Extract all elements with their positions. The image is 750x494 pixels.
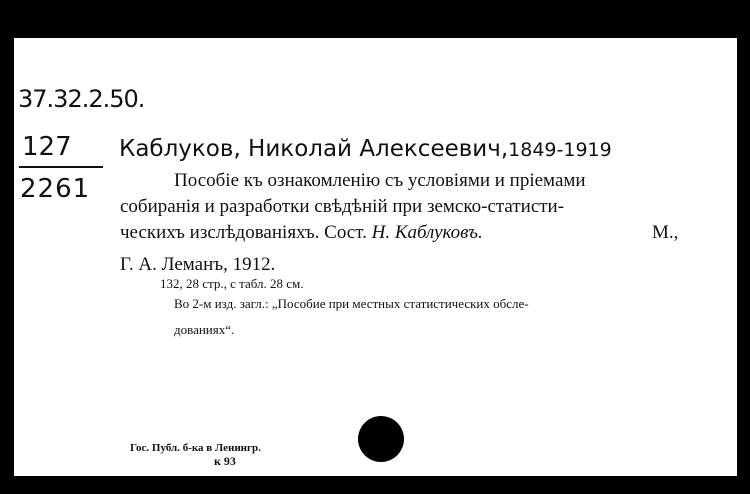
catalog-card — [14, 38, 737, 476]
shelf-mark-bottom: 2261 — [20, 174, 91, 204]
title-line-3-text: ческихъ изслѣдованіяхъ. Сост. — [120, 222, 367, 243]
compiler-name: Н. Каблуковъ. — [371, 222, 483, 243]
collation: 132, 28 стр., с табл. 28 см. — [160, 276, 304, 291]
imprint: Г. А. Леманъ, 1912. — [120, 254, 276, 275]
title-line-1: Пособіе къ ознакомленію съ условіями и пріемами — [174, 170, 586, 191]
note-line-2: дованиях“. — [174, 322, 235, 337]
publication-place: М., — [652, 222, 679, 243]
note-line-1: Во 2-м изд. загл.: „Пособие при местных статистических обсле- — [174, 296, 529, 311]
author-name: Каблуков, Николай Алексеевич, — [119, 136, 509, 162]
author-dates: 1849-1919 — [508, 139, 612, 161]
shelf-mark-top: 127 — [22, 132, 72, 162]
stamp-code: к 93 — [214, 454, 236, 468]
call-number: 37.32.2.50. — [18, 85, 145, 113]
punch-hole — [358, 416, 404, 462]
author-heading — [119, 136, 612, 162]
library-stamp: Гос. Публ. б-ка в Ленингр. — [130, 442, 261, 454]
title-line-2: собиранія и разработки свѣдѣній при земско-статисти- — [120, 196, 565, 217]
title-line-3 — [120, 222, 679, 244]
shelf-mark-divider — [19, 166, 103, 168]
